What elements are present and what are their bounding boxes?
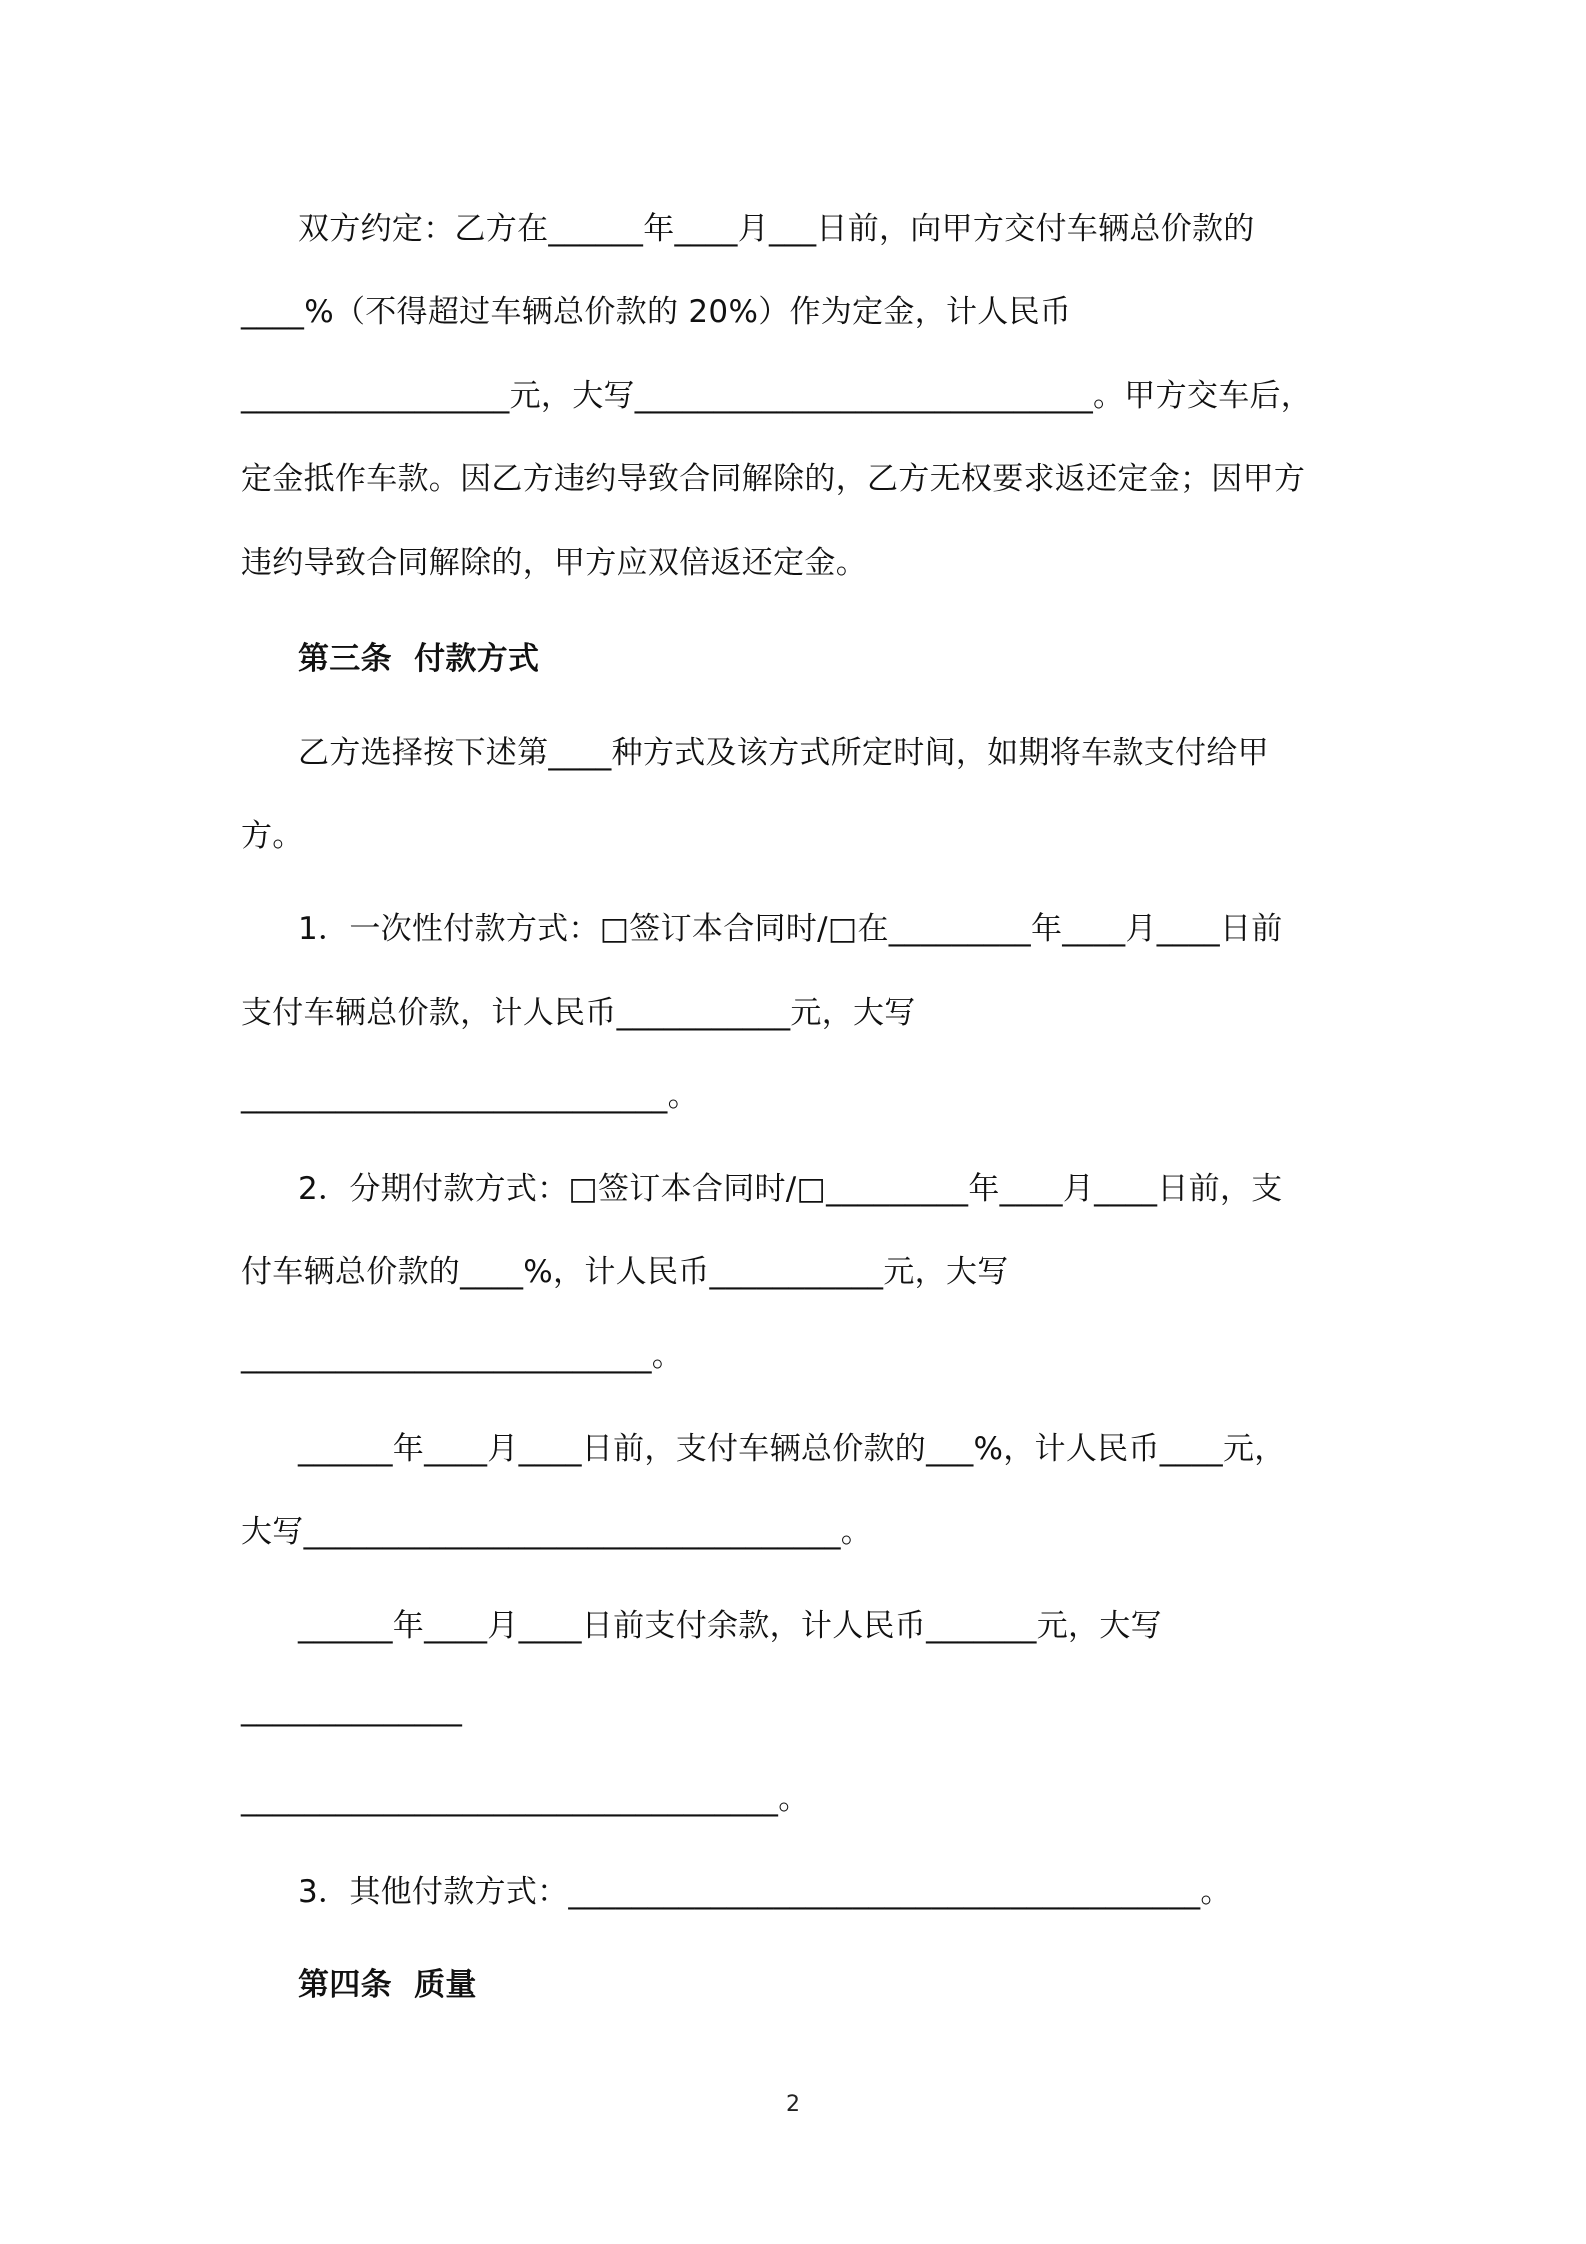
installment-second-payment-line-2: 大写__________________________________。 — [241, 1514, 873, 1550]
paragraph-payment-choice-line-1: 乙方选择按下述第____种方式及该方式所定时间，如期将车款支付给甲 — [298, 735, 1269, 771]
installment-second-payment-line-1: ______年____月____日前，支付车辆总价款的___%，计人民币____元， — [298, 1431, 1286, 1467]
item-2-installment-line-1: 2．分期付款方式：□签订本合同时/□_________年____月____日前，支 — [298, 1171, 1283, 1207]
installment-balance-line-2: ______________ — [241, 1691, 463, 1727]
item-3-other-payment: 3．其他付款方式：________________________________________。 — [298, 1874, 1232, 1910]
article-4-heading: 第四条 质量 — [298, 1967, 477, 2003]
paragraph-deposit-agreement-line-5: 违约导致合同解除的，甲方应双倍返还定金。 — [241, 545, 867, 581]
installment-balance-line-3: __________________________________。 — [241, 1781, 810, 1817]
page-number: 2 — [786, 2092, 800, 2117]
item-1-lump-sum-line-2: 支付车辆总价款，计人民币___________元，大写 — [241, 995, 916, 1031]
article-3-heading: 第三条 付款方式 — [298, 641, 540, 677]
item-1-lump-sum-line-1: 1．一次性付款方式：□签订本合同时/□在_________年____月____日前 — [298, 911, 1283, 947]
item-2-installment-line-2: 付车辆总价款的____%，计人民币___________元，大写 — [241, 1254, 1009, 1290]
item-1-lump-sum-line-3: ___________________________。 — [241, 1078, 699, 1114]
installment-balance-line-1: ______年____月____日前支付余款，计人民币_______元，大写 — [298, 1608, 1162, 1644]
paragraph-deposit-agreement-line-4: 定金抵作车款。因乙方违约导致合同解除的，乙方无权要求返还定金；因甲方 — [241, 461, 1306, 497]
item-2-installment-line-3: __________________________。 — [241, 1338, 684, 1374]
paragraph-deposit-agreement-line-2: ____%（不得超过车辆总价款的 20%）作为定金，计人民币 — [241, 294, 1072, 330]
paragraph-deposit-agreement-line-1: 双方约定：乙方在______年____月___日前，向甲方交付车辆总价款的 — [298, 211, 1255, 247]
paragraph-deposit-agreement-line-3: _________________元，大写_____________________________。甲方交车后， — [241, 378, 1313, 414]
paragraph-payment-choice-line-2: 方。 — [241, 818, 304, 854]
